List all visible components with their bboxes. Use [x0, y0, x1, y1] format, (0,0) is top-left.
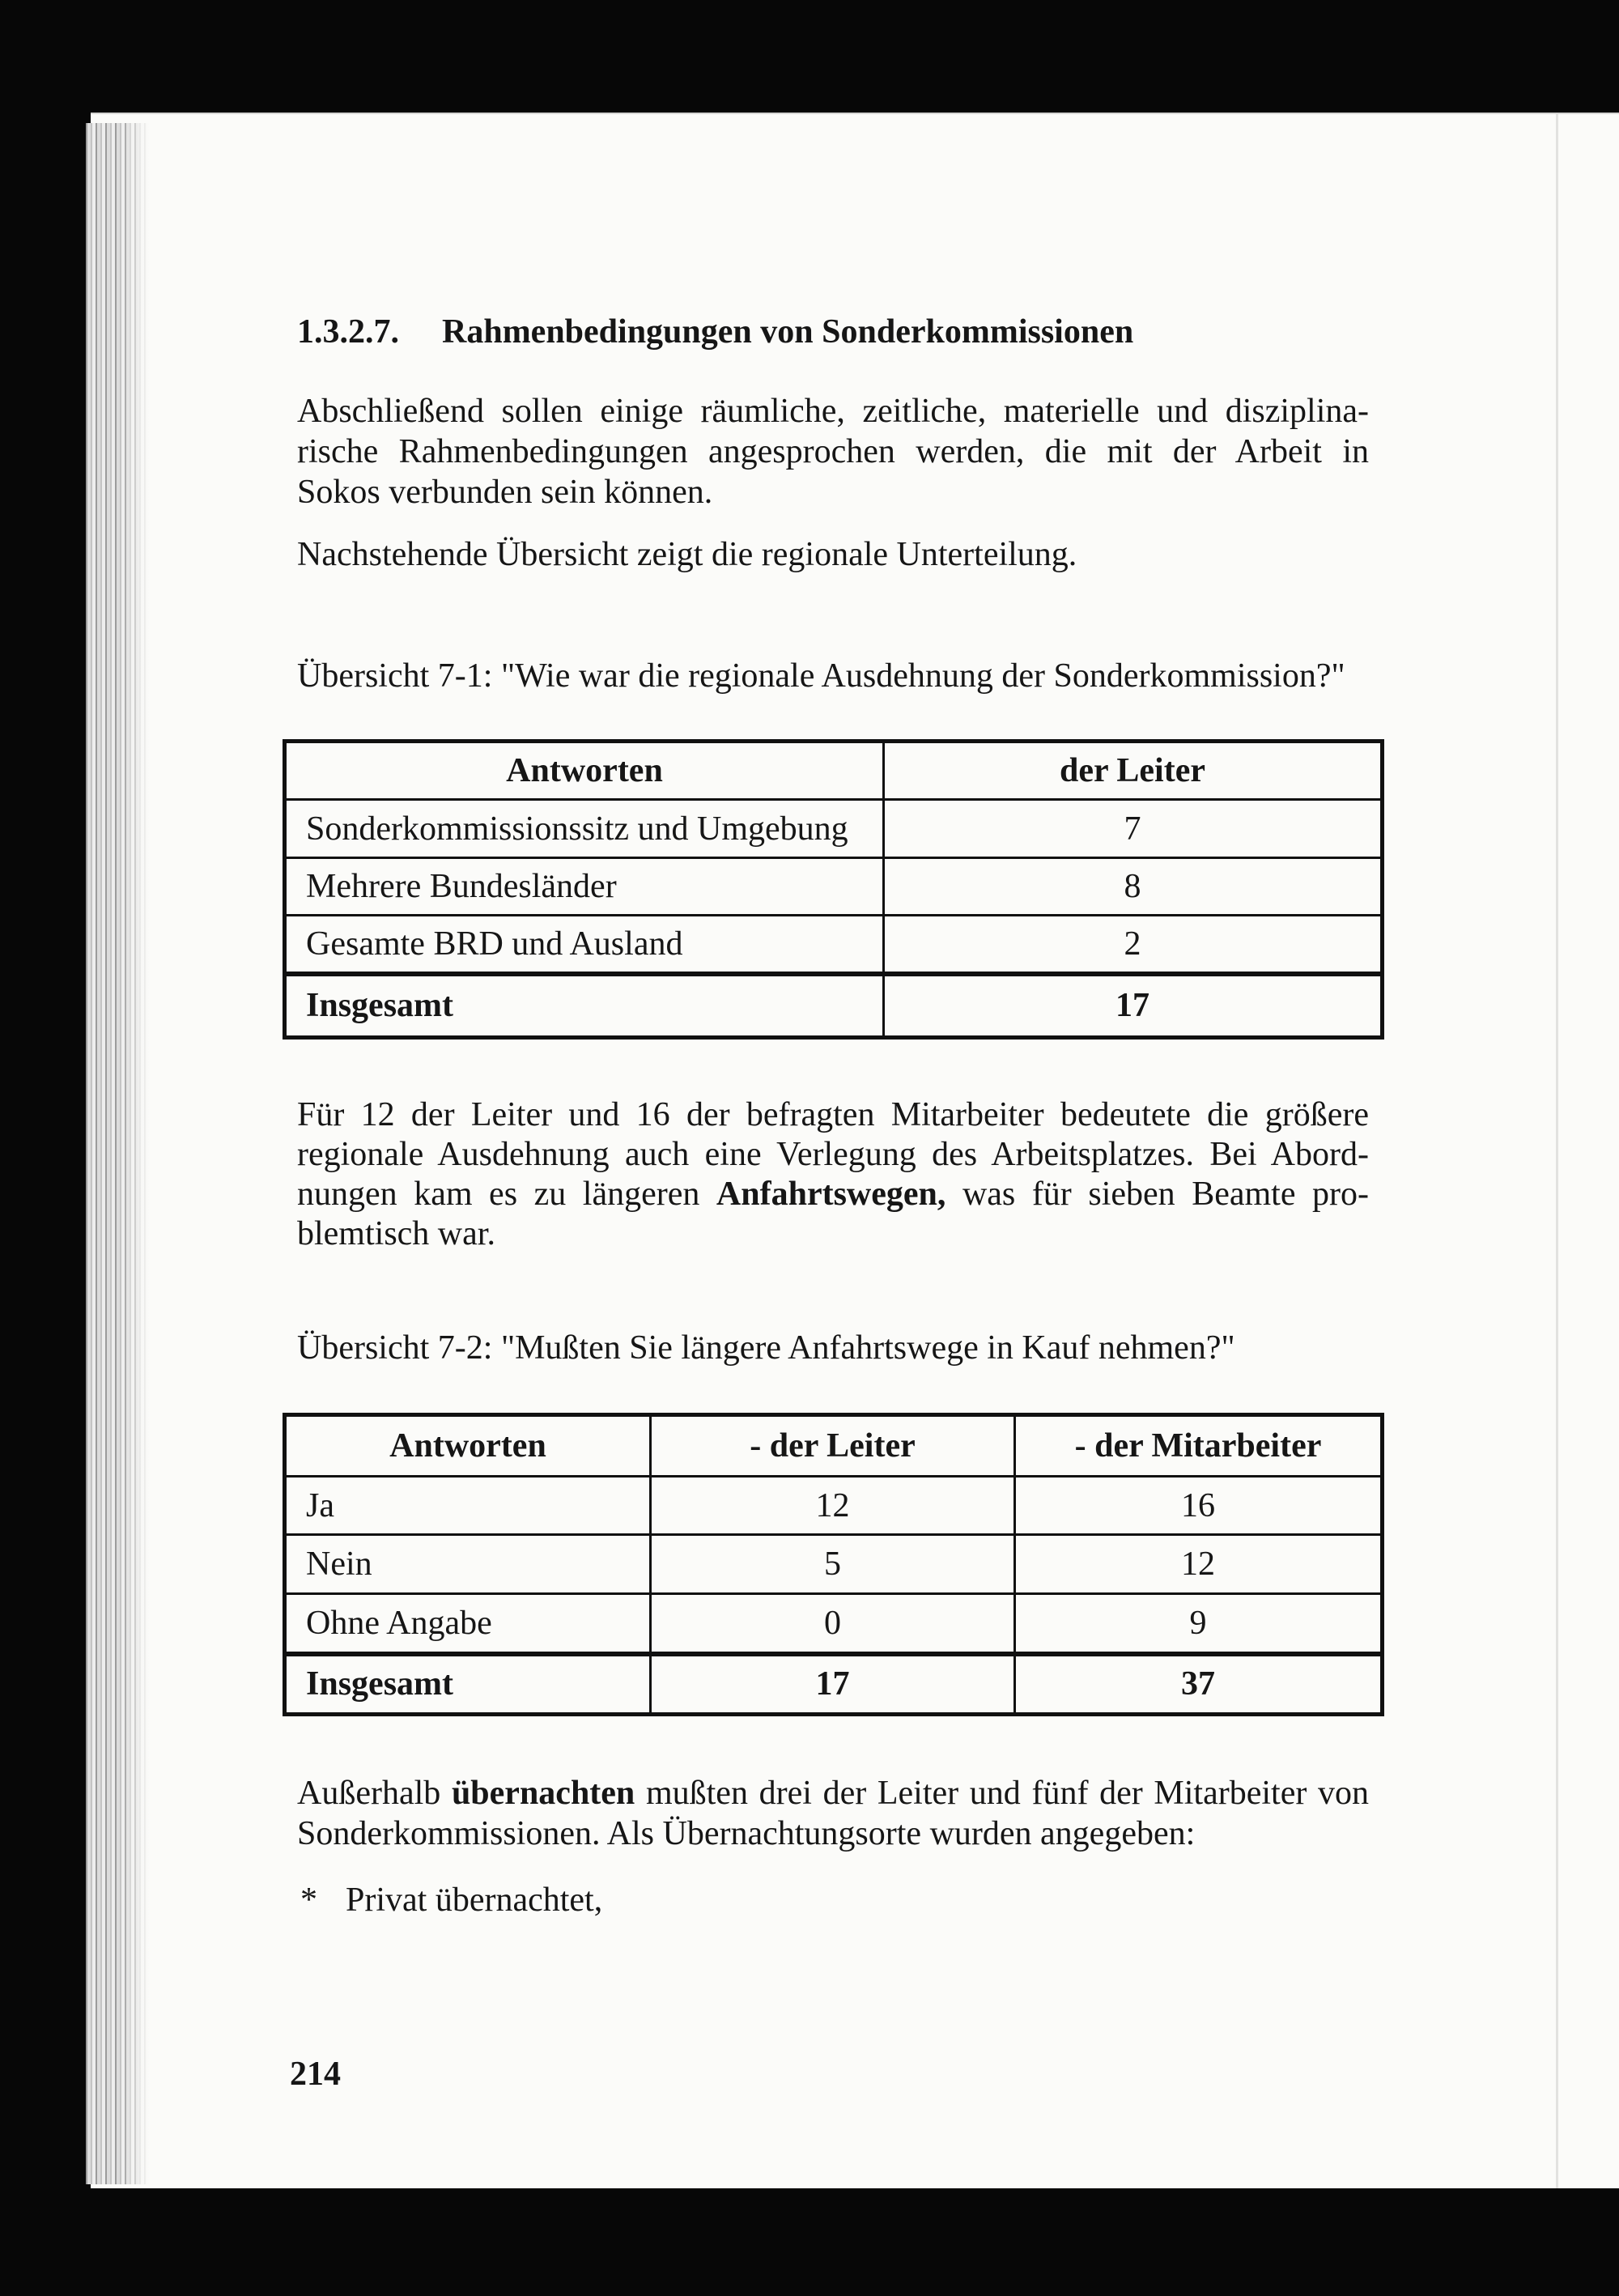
total-leiter-cell: 17: [651, 1654, 1015, 1715]
overnight-paragraph: [297, 1773, 1369, 1854]
section-title: Rahmenbedingungen von Sonderkommissionen: [442, 313, 1134, 351]
asterisk-bullet-icon: *: [300, 1881, 317, 1919]
total-leiter-cell: 17: [884, 974, 1383, 1038]
table-total-row: [285, 1654, 1383, 1715]
line-text: mußten drei der Leiter und fünf der Mitarbeiter von: [635, 1775, 1369, 1812]
table-7-1: [283, 739, 1384, 1040]
intro-paragraph: [297, 391, 1369, 512]
overview-sentence: [297, 534, 1369, 575]
answer-cell: Ohne Angabe: [285, 1594, 651, 1654]
paragraph-line: [297, 1175, 1369, 1214]
table-7-2: [283, 1413, 1384, 1716]
list-item-text: Privat übernachtet,: [346, 1881, 603, 1919]
paragraph-line: regionale Ausdehnung auch eine Verlegung des Arbeitsplatzes. Bei Abord-: [297, 1136, 1369, 1173]
total-label-cell: Insgesamt: [285, 974, 884, 1038]
table-header-row: [285, 1415, 1383, 1477]
paragraph-line: Für 12 der Leiter und 16 der befragten Mitarbeiter bedeutete die größere: [297, 1096, 1369, 1133]
table-header-row: [285, 742, 1383, 800]
answer-cell: Ja: [285, 1477, 651, 1535]
answer-cell: Gesamte BRD und Ausland: [285, 916, 884, 974]
line-text: Außerhalb: [297, 1775, 452, 1812]
line-text: was für sieben Beamte pro-: [945, 1176, 1369, 1213]
page-right-edge: [1556, 114, 1558, 2188]
paragraph-line: Sonderkommissionen. Als Übernachtungsorte wurden angegeben:: [297, 1815, 1196, 1852]
table-row: [285, 800, 1383, 858]
table-7-2-caption: Übersicht 7-2: "Mußten Sie längere Anfahrtswege in Kauf nehmen?": [297, 1329, 1235, 1367]
table-7-1-caption: Übersicht 7-1: "Wie war die regionale Ausdehnung der Sonderkommission?": [297, 657, 1345, 695]
column-header-der-mitarbeiter: - der Mitarbeiter: [1015, 1415, 1383, 1477]
paragraph-line: Sokos verbunden sein können.: [297, 474, 713, 511]
bold-term-anfahrtswegen: Anfahrtswegen,: [716, 1176, 946, 1213]
leiter-count-cell: 2: [884, 916, 1383, 974]
paragraph-line: blemtisch war.: [297, 1215, 495, 1252]
leiter-count-cell: 8: [884, 858, 1383, 916]
column-header-antworten: Antworten: [285, 742, 884, 800]
column-header-antworten: Antworten: [285, 1415, 651, 1477]
mitarbeiter-count-cell: 16: [1015, 1477, 1383, 1535]
travel-paragraph: [297, 1095, 1369, 1254]
mitarbeiter-count-cell: 12: [1015, 1535, 1383, 1594]
list-item: [297, 1880, 1369, 1920]
leiter-count-cell: 7: [884, 800, 1383, 858]
page-number: 214: [290, 2056, 341, 2093]
section-heading: [297, 312, 1369, 352]
paragraph-line: rische Rahmenbedingungen angesprochen werden, die mit der Arbeit in: [297, 433, 1369, 470]
leiter-count-cell: 12: [651, 1477, 1015, 1535]
paragraph-line: Nachstehende Übersicht zeigt die regionale Unterteilung.: [297, 536, 1077, 573]
section-number: 1.3.2.7.: [297, 313, 399, 351]
answer-cell: Mehrere Bundesländer: [285, 858, 884, 916]
paragraph-line: [297, 1773, 1369, 1813]
leiter-count-cell: 5: [651, 1535, 1015, 1594]
leiter-count-cell: 0: [651, 1594, 1015, 1654]
line-text: nungen kam es zu längeren: [297, 1176, 716, 1213]
mitarbeiter-count-cell: 9: [1015, 1594, 1383, 1654]
answer-cell: Sonderkommissionssitz und Umgebung: [285, 800, 884, 858]
page-binding-edge: [86, 123, 149, 2184]
table-row: [285, 1477, 1383, 1535]
table-row: [285, 916, 1383, 974]
column-header-der-leiter: der Leiter: [884, 742, 1383, 800]
table-total-row: [285, 974, 1383, 1038]
table-row: [285, 1535, 1383, 1594]
column-header-der-leiter: - der Leiter: [651, 1415, 1015, 1477]
table-row: [285, 1594, 1383, 1654]
answer-cell: Nein: [285, 1535, 651, 1594]
bold-term-uebernachten: übernachten: [451, 1775, 635, 1812]
total-mitarbeiter-cell: 37: [1015, 1654, 1383, 1715]
paragraph-line: Abschließend sollen einige räumliche, zeitliche, materielle und disziplina-: [297, 393, 1369, 430]
total-label-cell: Insgesamt: [285, 1654, 651, 1715]
table-row: [285, 858, 1383, 916]
